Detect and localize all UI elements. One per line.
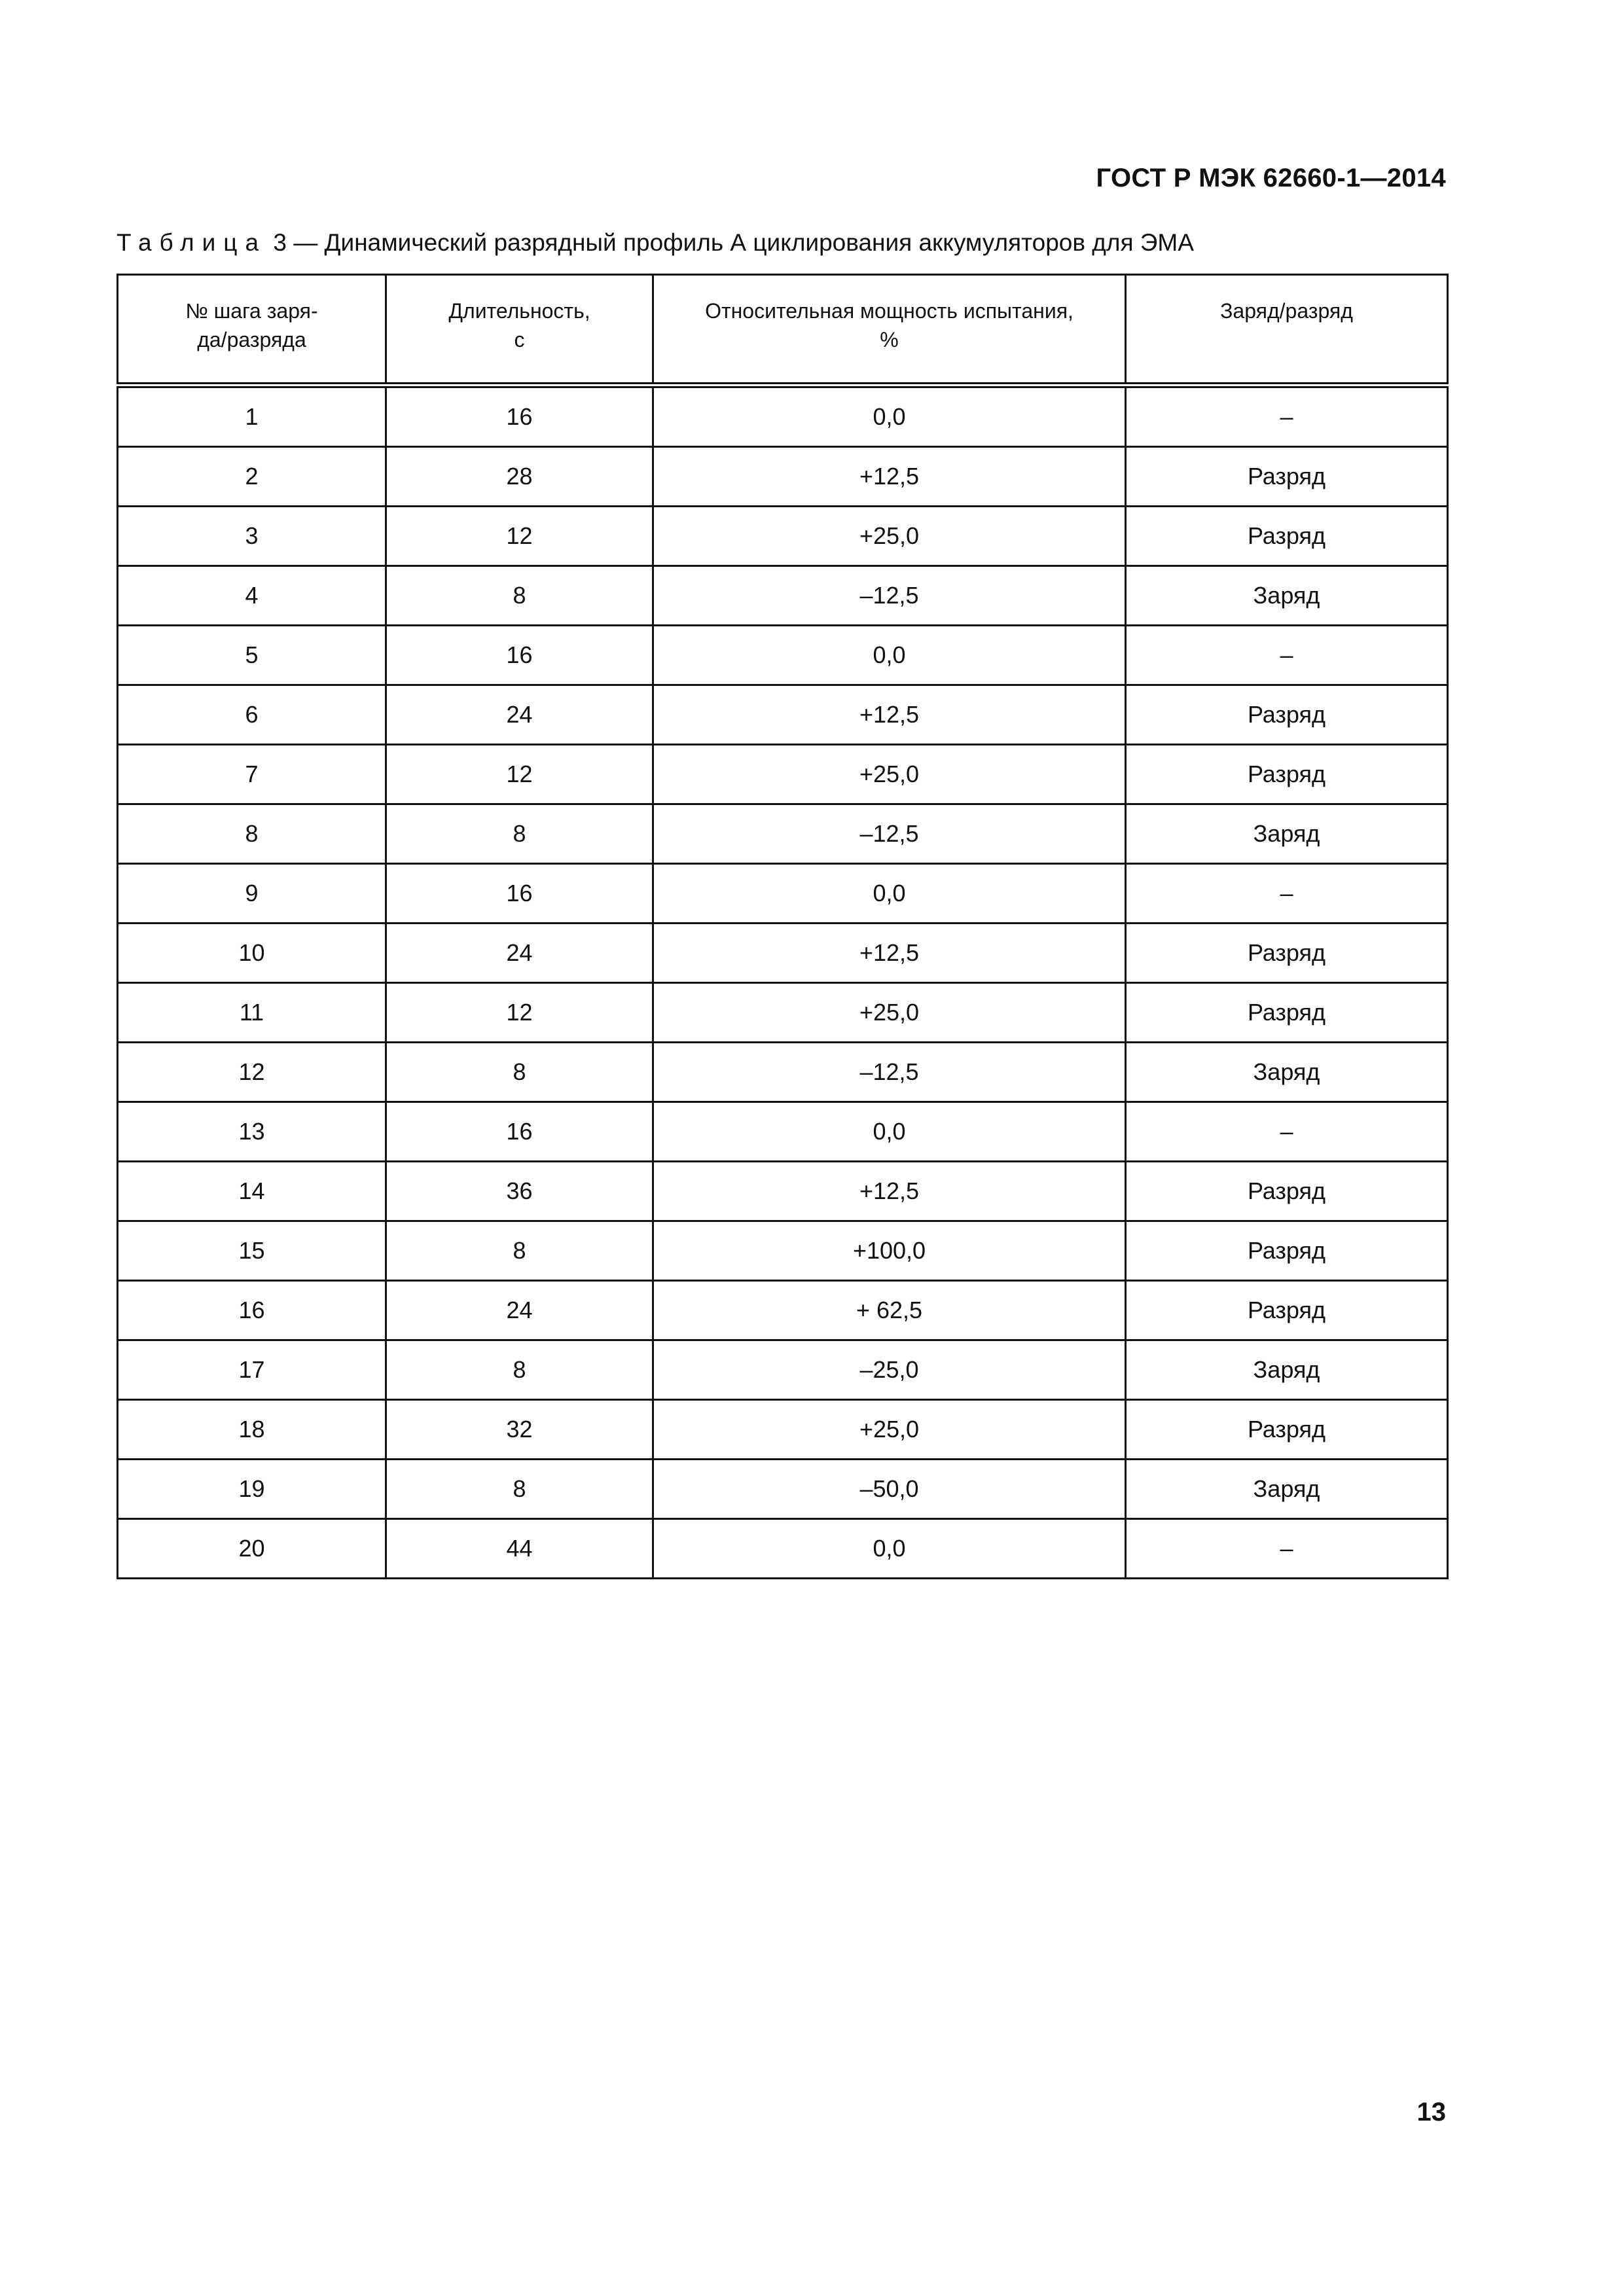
cell-relative-power: +25,0 <box>653 507 1126 566</box>
header-line: Длительность, <box>448 299 590 323</box>
cell-step-number: 19 <box>118 1460 386 1519</box>
cell-step-number: 7 <box>118 745 386 804</box>
cell-duration: 8 <box>386 1340 653 1400</box>
cell-duration: 16 <box>386 386 653 447</box>
cell-duration: 24 <box>386 924 653 983</box>
cell-relative-power: 0,0 <box>653 626 1126 685</box>
cell-step-number: 4 <box>118 566 386 626</box>
cell-step-number: 16 <box>118 1281 386 1340</box>
cell-charge-discharge: Разряд <box>1126 983 1448 1043</box>
cell-duration: 8 <box>386 566 653 626</box>
table-row <box>118 685 1448 745</box>
cell-charge-discharge: Разряд <box>1126 1281 1448 1340</box>
cell-charge-discharge: – <box>1126 1519 1448 1579</box>
table-body <box>118 386 1448 1579</box>
cell-duration: 16 <box>386 1102 653 1162</box>
table-row <box>118 566 1448 626</box>
table-row <box>118 1221 1448 1281</box>
cell-relative-power: +12,5 <box>653 1162 1126 1221</box>
cell-relative-power: +25,0 <box>653 1400 1126 1460</box>
cell-relative-power: –12,5 <box>653 566 1126 626</box>
cell-relative-power: +25,0 <box>653 745 1126 804</box>
cell-charge-discharge: Заряд <box>1126 804 1448 864</box>
table-row <box>118 745 1448 804</box>
cell-relative-power: –12,5 <box>653 804 1126 864</box>
table-row <box>118 983 1448 1043</box>
header-line: № шага заря- <box>185 299 318 323</box>
table-caption <box>117 229 1194 257</box>
cell-step-number: 18 <box>118 1400 386 1460</box>
cell-charge-discharge: Заряд <box>1126 1043 1448 1102</box>
cell-duration: 8 <box>386 1460 653 1519</box>
table-caption-label: Таблица <box>117 229 267 256</box>
cell-step-number: 17 <box>118 1340 386 1400</box>
cell-charge-discharge: – <box>1126 864 1448 924</box>
discharge-profile-table <box>117 274 1449 1579</box>
table-row <box>118 447 1448 507</box>
cell-charge-discharge: Разряд <box>1126 685 1448 745</box>
table-row <box>118 1340 1448 1400</box>
cell-relative-power: +100,0 <box>653 1221 1126 1281</box>
cell-step-number: 2 <box>118 447 386 507</box>
cell-duration: 16 <box>386 626 653 685</box>
cell-step-number: 15 <box>118 1221 386 1281</box>
cell-duration: 24 <box>386 685 653 745</box>
table-row <box>118 1400 1448 1460</box>
table-row <box>118 1281 1448 1340</box>
cell-charge-discharge: – <box>1126 1102 1448 1162</box>
table-row <box>118 1519 1448 1579</box>
cell-duration: 44 <box>386 1519 653 1579</box>
table-header-row <box>118 275 1448 386</box>
table-row <box>118 507 1448 566</box>
document-code: ГОСТ Р МЭК 62660-1—2014 <box>1096 164 1446 192</box>
table-header <box>118 275 1448 386</box>
cell-charge-discharge: Заряд <box>1126 1460 1448 1519</box>
header-step-number <box>118 275 386 386</box>
cell-step-number: 11 <box>118 983 386 1043</box>
cell-relative-power: –25,0 <box>653 1340 1126 1400</box>
cell-charge-discharge: Разряд <box>1126 447 1448 507</box>
cell-step-number: 12 <box>118 1043 386 1102</box>
table-row <box>118 1162 1448 1221</box>
cell-step-number: 14 <box>118 1162 386 1221</box>
header-line: с <box>514 328 525 351</box>
cell-step-number: 3 <box>118 507 386 566</box>
cell-relative-power: –12,5 <box>653 1043 1126 1102</box>
cell-duration: 12 <box>386 507 653 566</box>
table-row <box>118 864 1448 924</box>
cell-relative-power: +12,5 <box>653 924 1126 983</box>
cell-charge-discharge: Разряд <box>1126 1162 1448 1221</box>
table-row <box>118 924 1448 983</box>
table-row <box>118 804 1448 864</box>
cell-duration: 16 <box>386 864 653 924</box>
cell-relative-power: 0,0 <box>653 386 1126 447</box>
cell-duration: 28 <box>386 447 653 507</box>
cell-step-number: 8 <box>118 804 386 864</box>
cell-charge-discharge: Разряд <box>1126 745 1448 804</box>
cell-relative-power: +25,0 <box>653 983 1126 1043</box>
page-number: 13 <box>1416 2098 1446 2126</box>
table-row <box>118 626 1448 685</box>
cell-step-number: 1 <box>118 386 386 447</box>
header-charge-discharge <box>1126 275 1448 386</box>
cell-charge-discharge: Заряд <box>1126 566 1448 626</box>
cell-step-number: 5 <box>118 626 386 685</box>
cell-duration: 36 <box>386 1162 653 1221</box>
table-caption-text: 3 — Динамический разрядный профиль А циклирования аккумуляторов для ЭМА <box>273 229 1194 256</box>
table-row <box>118 1460 1448 1519</box>
cell-relative-power: +12,5 <box>653 685 1126 745</box>
header-line: % <box>880 328 899 351</box>
cell-charge-discharge: Заряд <box>1126 1340 1448 1400</box>
cell-charge-discharge: Разряд <box>1126 1221 1448 1281</box>
cell-duration: 8 <box>386 1221 653 1281</box>
cell-duration: 32 <box>386 1400 653 1460</box>
cell-duration: 12 <box>386 745 653 804</box>
cell-relative-power: –50,0 <box>653 1460 1126 1519</box>
cell-duration: 8 <box>386 1043 653 1102</box>
table-row <box>118 1102 1448 1162</box>
cell-step-number: 13 <box>118 1102 386 1162</box>
cell-charge-discharge: – <box>1126 626 1448 685</box>
cell-step-number: 6 <box>118 685 386 745</box>
cell-charge-discharge: – <box>1126 386 1448 447</box>
cell-relative-power: +12,5 <box>653 447 1126 507</box>
cell-step-number: 9 <box>118 864 386 924</box>
cell-duration: 8 <box>386 804 653 864</box>
header-duration <box>386 275 653 386</box>
header-line: Заряд/разряд <box>1220 299 1353 323</box>
cell-relative-power: + 62,5 <box>653 1281 1126 1340</box>
cell-charge-discharge: Разряд <box>1126 924 1448 983</box>
cell-charge-discharge: Разряд <box>1126 507 1448 566</box>
cell-charge-discharge: Разряд <box>1126 1400 1448 1460</box>
cell-duration: 12 <box>386 983 653 1043</box>
cell-step-number: 20 <box>118 1519 386 1579</box>
cell-step-number: 10 <box>118 924 386 983</box>
header-relative-power <box>653 275 1126 386</box>
cell-relative-power: 0,0 <box>653 864 1126 924</box>
table-row <box>118 386 1448 447</box>
cell-relative-power: 0,0 <box>653 1519 1126 1579</box>
cell-duration: 24 <box>386 1281 653 1340</box>
header-line: Относительная мощность испытания, <box>705 299 1074 323</box>
cell-relative-power: 0,0 <box>653 1102 1126 1162</box>
header-line: да/разряда <box>197 328 306 351</box>
table-row <box>118 1043 1448 1102</box>
